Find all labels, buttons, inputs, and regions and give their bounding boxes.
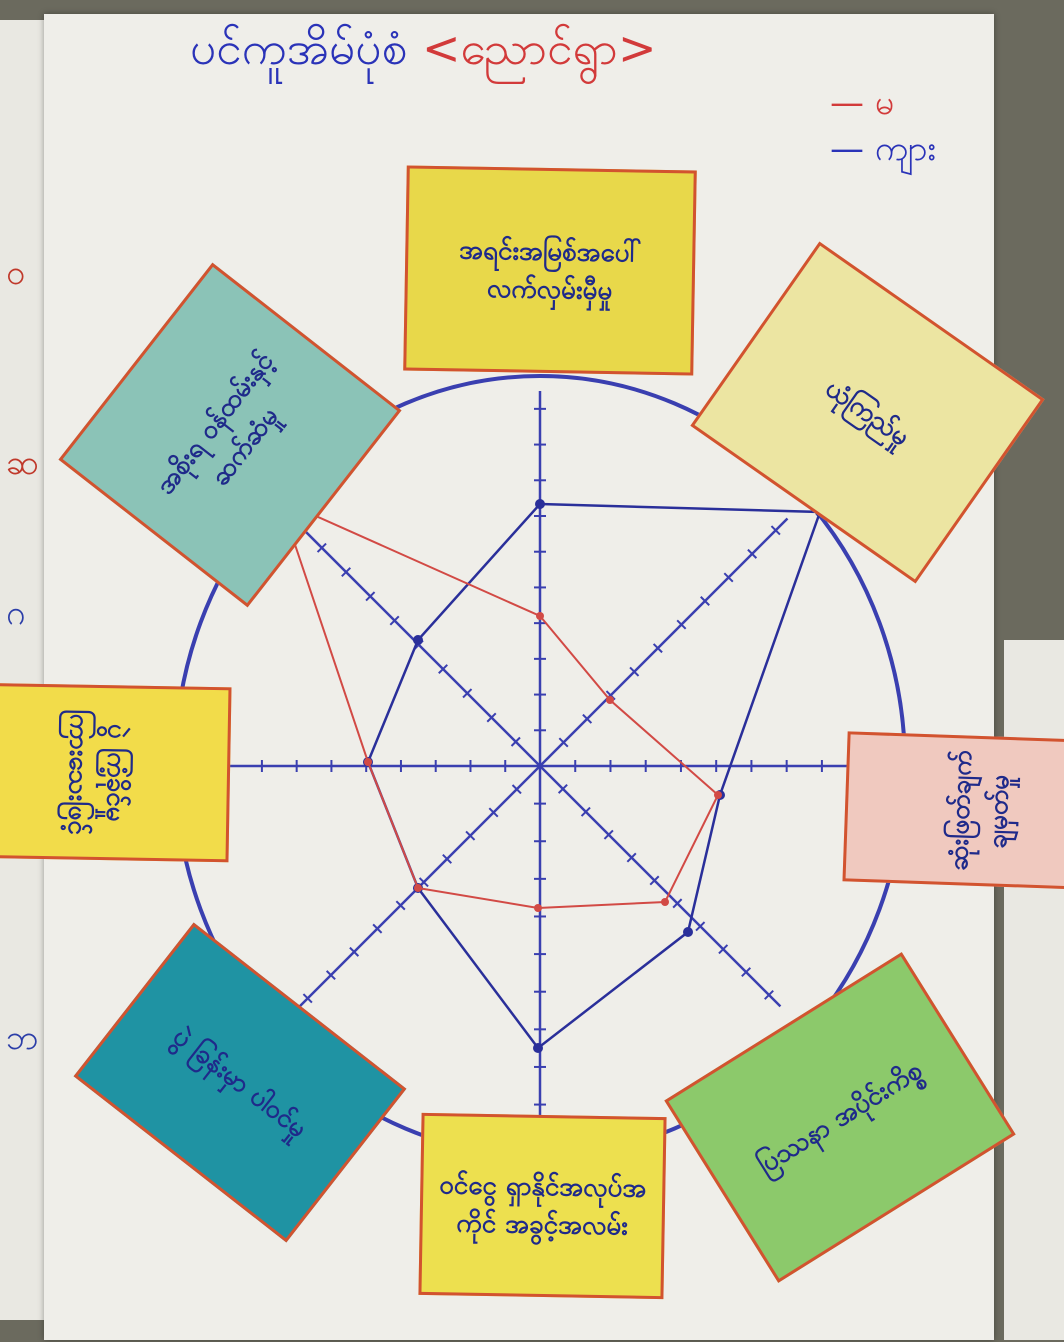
side-mark-4: ဘ — [6, 1018, 39, 1058]
card-right — [842, 731, 1064, 890]
card-left — [0, 683, 232, 863]
web-female-point-3 — [714, 791, 722, 799]
wheel-spoke-8 — [285, 511, 540, 766]
legend-male: — ကျား — [830, 129, 937, 169]
card-bottom-right-text: ပြဿနာ အပိုင်းကိစ္စ — [752, 1054, 928, 1181]
card-left-text: ပွဲ ကြံ့ခိုင်မှု ကြားသေးဖြင့် — [62, 709, 133, 836]
card-top — [403, 165, 697, 375]
card-top-left-text: အစိုးရ ဝန်ထမ်းနှင့် ဆက်ဆံမှု — [150, 346, 285, 501]
title-main: ပင်ကူအိမ်ပုံစံ — [190, 21, 408, 75]
web-female-point-6 — [414, 884, 422, 892]
web-female-point-2 — [606, 696, 614, 704]
card-top-right-text: ယုံကြည်မှု — [819, 372, 916, 453]
web-female-point-5 — [534, 904, 542, 912]
web-male-point-8 — [413, 635, 423, 645]
card-bottom — [418, 1113, 666, 1299]
web-female-point-7 — [364, 758, 372, 766]
web-series-female — [280, 500, 718, 908]
web-male-point-4 — [683, 927, 693, 937]
card-right-text: ဆုံးဖြတ်ချက်ချမှတ်မှု — [943, 749, 1016, 872]
card-top-text: အရင်းအမြစ်အပေါ် လက်လှမ်းမှီမှု — [459, 234, 642, 306]
side-mark-2: ဆ — [6, 443, 39, 483]
legend-female: — မ — [830, 83, 895, 123]
web-female-point-1 — [536, 612, 544, 620]
card-bottom-text: ဝင်ငွေ ရှာနိုင်အလုပ်အ ကိုင် အခွင့်အလမ်း — [439, 1170, 647, 1242]
side-mark-1: ဝ — [6, 253, 26, 293]
wheel-spoke-4 — [540, 766, 780, 1006]
card-bottom-left-text: ပွဲ ခြန်းမှာ ပါဝင်မှု — [167, 1021, 313, 1144]
web-male-point-5 — [533, 1043, 543, 1053]
side-mark-3: ဂ — [6, 593, 26, 633]
wheel-spoke-2 — [540, 519, 787, 766]
web-male-point-1 — [535, 499, 545, 509]
web-female-point-4 — [661, 898, 669, 906]
web-series-male — [368, 504, 820, 1048]
title-bracket: <ညောင်ရွာ> — [422, 21, 657, 75]
